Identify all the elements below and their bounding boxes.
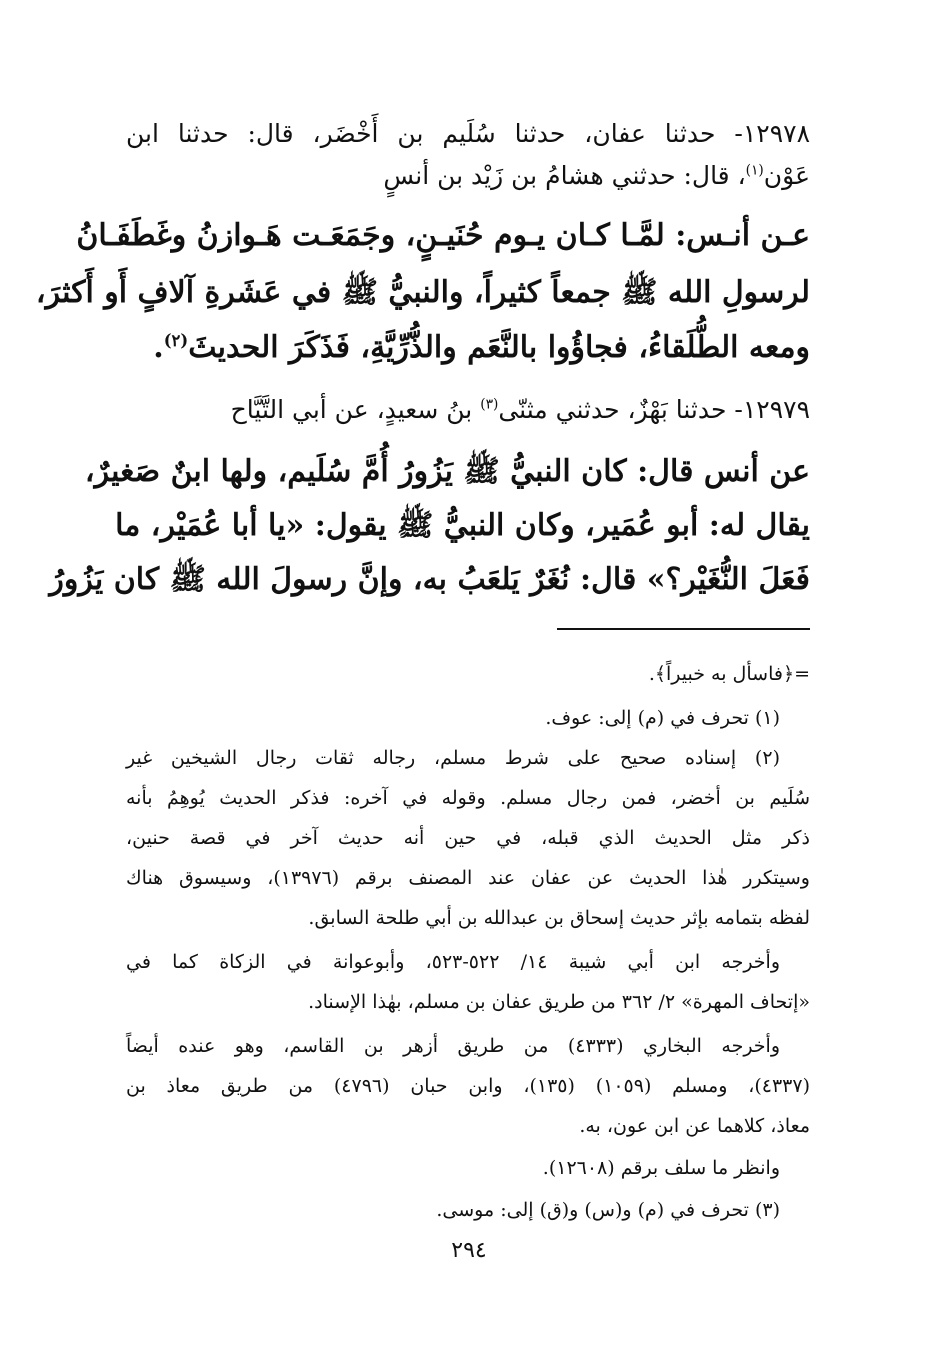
footnote-2-line-3: ذكر مثل الحديث الذي قبله، في حين أنه حديث آخر في قصة حنين، — [126, 827, 810, 849]
footnote-2-line-4: وسيتكرر هٰذا الحديث عن عفان عند المصنف برقم (١٣٩٧٦)، وسيسوق هناك — [126, 867, 810, 889]
footnote-2-line-1: (٢) إسناده صحيح على شرط مسلم، رجاله ثقات رجال الشيخين غير — [126, 747, 780, 769]
takhrij-1-line-1: وأخرجه ابن أبي شيبة ١٤/ ٥٢٢-٥٢٣، وأبوعوانة في الزكاة كما في — [126, 951, 780, 973]
hadith-12979-matn-line-3: فَعَلَ النُّغَيْر؟» قال: نُغَرٌ يَلعَبُ به، وإنَّ رسولَ الله ﷺ كان يَزُورُ — [49, 562, 810, 597]
see-also-note: وانظر ما سلف برقم (١٢٦٠٨). — [542, 1157, 780, 1179]
takhrij-2-line-1: وأخرجه البخاري (٤٣٣٣) من طريق أزهر بن القاسم، وهو عنده أيضاً — [126, 1035, 780, 1057]
page-number: ٢٩٤ — [451, 1238, 487, 1263]
hadith-12978-matn-line-3 — [126, 322, 810, 374]
footnote-ref-1: (١) — [745, 162, 764, 179]
isnad-text: ، قال: حدثني هشامُ بن زَيْد بن أنسٍ — [383, 161, 746, 190]
isnad-text: بنُ سعيدٍ، عن أبي التَّيَّاح — [230, 395, 481, 424]
hadith-12979-matn-line-2: يقال له: أبو عُمَير، وكان النبيُّ ﷺ يقول: «يا أبا عُمَيْر، ما — [115, 508, 810, 543]
hadith-12978-isnad-line-2 — [126, 156, 810, 196]
isnad-text: ١٢٩٧٩- حدثنا بَهْزٌ، حدثني مثنّى — [498, 395, 810, 424]
takhrij-2-line-2: (٤٣٣٧)، ومسلم (١٠٥٩) (١٣٥)، وابن حبان (٤٧٩٦) من طريق معاذ بن — [126, 1075, 810, 1097]
takhrij-2-line-3: معاذ، كلاهما عن ابن عون، به. — [579, 1115, 810, 1137]
footnote-2-line-5: لفظه بتمامه بإثر حديث إسحاق بن عبدالله بن أبي طلحة السابق. — [308, 907, 810, 929]
matn-text: . — [153, 330, 164, 365]
footnote-1: (١) تحرف في (م) إلى: عوف. — [545, 707, 780, 729]
footnote-continuation: =﴿فاسأل به خبيراً﴾. — [648, 663, 810, 685]
footnote-ref-3: (٣) — [480, 396, 499, 413]
hadith-12978-matn-line-1: عـن أنـس: لمَّـا كـان يـوم حُنَيـنٍ، وجَمَعَـت هَـوازنُ وغَطَفَـانُ — [76, 218, 810, 253]
footnote-2-line-2: سُلَيم بن أخضر، فمن رجال مسلم. وقوله في آخره: فذكر الحديث يُوهِمُ بأنه — [126, 787, 810, 809]
hadith-12979-matn-line-1: عن أنس قال: كان النبيُّ ﷺ يَزُورُ أُمَّ سُلَيم، ولها ابنٌ صَغيرٌ، — [84, 454, 810, 489]
footnote-separator — [557, 628, 810, 630]
footnote-3: (٣) تحرف في (م) و(س) و(ق) إلى: موسى. — [436, 1199, 780, 1221]
hadith-12978-isnad-line-1: ١٢٩٧٨- حدثنا عفان، حدثنا سُلَيم بن أَخْضَر، قال: حدثنا ابن — [126, 119, 810, 148]
hadith-12978-matn-line-2: لرسولِ الله ﷺ جمعاً كثيراً، والنبيُّ ﷺ في عَشَرةِ آلافٍ أَو أَكثرَ، — [35, 275, 810, 310]
isnad-text: عَوْن — [763, 161, 810, 190]
matn-text: ومعه الطُّلَقاءُ، فجاؤُوا بالنَّعَم والذُّرِّيَّةِ، فَذَكَرَ الحديثَ — [188, 330, 810, 365]
footnote-ref-2: (٢) — [163, 331, 189, 350]
hadith-12979-isnad — [126, 390, 810, 430]
takhrij-1-line-2: «إتحاف المهرة» ٢/ ٣٦٢ من طريق عفان بن مسلم، بهٰذا الإسناد. — [308, 991, 810, 1013]
